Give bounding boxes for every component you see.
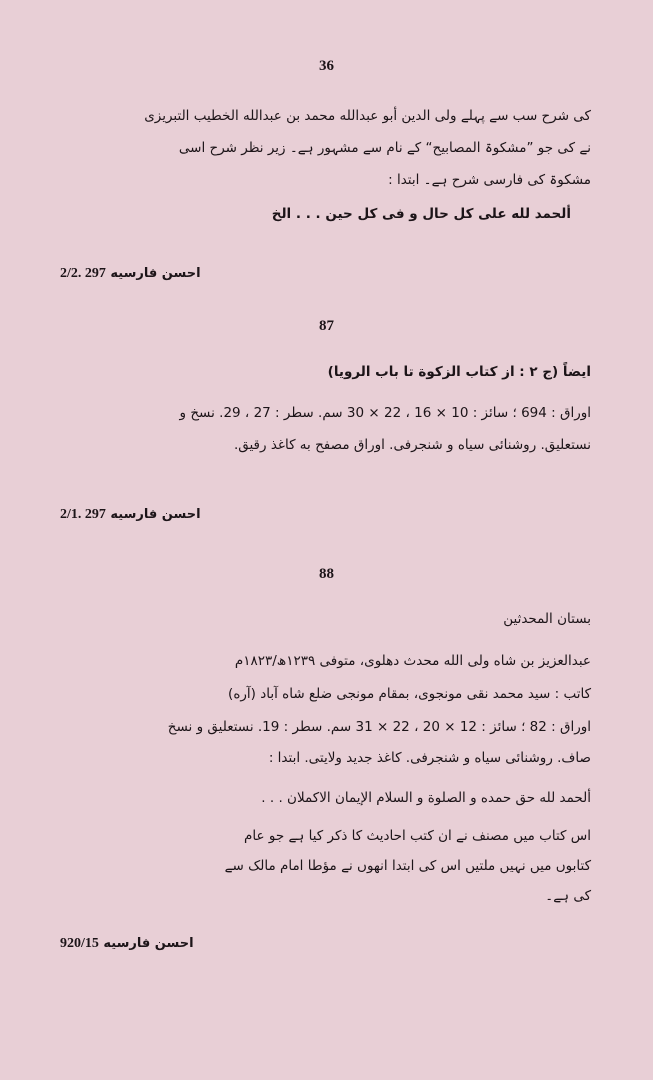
entry-number: 36 [319, 58, 334, 74]
accession-reference [60, 507, 201, 523]
author-line: عبدالعزیز بن شاه ولی الله محدث دهلوی، متوفی ۱۲۳۹ھ/۱۸۲۳م [234, 653, 591, 669]
entry-text-line: نستعلیق. روشنائی سیاه و شنجرفی. اوراق مصفح به کاغذ رقیق. [233, 437, 591, 453]
entry-text-line: مشکوۃ کی فارسی شرح ہے۔ ابتدا : [388, 172, 591, 188]
accession-reference [60, 936, 194, 952]
collection-name: احسن فارسیه [103, 936, 194, 951]
entry-text-line: نے کی جو ”مشکوۃ المصابیح“ کے نام سے مشہور ہے۔ زیر نظر شرح اسی [178, 140, 591, 156]
entry-number: 88 [319, 566, 334, 582]
collection-name: احسن فارسیه [110, 266, 201, 281]
entry-title: ایضاً (ج ۲ : از کتاب الزکوة تا باب الرویا) [327, 364, 591, 380]
scribe-line: کاتب : سید محمد نقی مونجوی، بمقام مونجی ضلع شاه آباد (آره) [228, 686, 591, 702]
accession-number: 297 .2/1 [60, 507, 106, 522]
incipit: ألحمد لله علی کل حال و فی کل حین . . . الخ [271, 206, 571, 222]
accession-reference [60, 266, 201, 282]
accession-number: 297 .2/2 [60, 266, 106, 281]
entry-text-line: اوراق : 82 ؛ سائز : 12 × 20 ، 22 × 31 سم. سطر : 19. نستعلیق و نسخ [167, 719, 591, 735]
entry-number: 87 [319, 318, 334, 334]
collection-name: احسن فارسیه [110, 507, 201, 522]
entry-text-line: صاف. روشنائی سیاه و شنجرفی. کاغذ جدید ولایتی. ابتدا : [268, 750, 591, 766]
entry-text-line: اوراق : 694 ؛ سائز : 10 × 16 ، 22 × 30 سم. سطر : 27 ، 29. نسخ و [179, 405, 591, 421]
entry-title: بستان المحدثین [503, 611, 591, 627]
description-line: اس کتاب میں مصنف نے ان کتب احادیث کا ذکر کیا ہے جو عام [244, 828, 591, 844]
entry-text-line: کی شرح سب سے پہلے ولی الدین أبو عبدالله محمد بن عبدالله الخطیب التبریزی [144, 108, 591, 124]
description-line: کی ہے۔ [545, 888, 591, 904]
incipit: ألحمد لله حق حمده و الصلوة و السلام الإيمان الاكملان . . . [261, 790, 591, 806]
accession-number: 920/15 [60, 936, 99, 951]
description-line: کتابوں میں نہیں ملتیں اس کی ابتدا انھوں نے مؤطا امام مالک سے [224, 858, 591, 874]
